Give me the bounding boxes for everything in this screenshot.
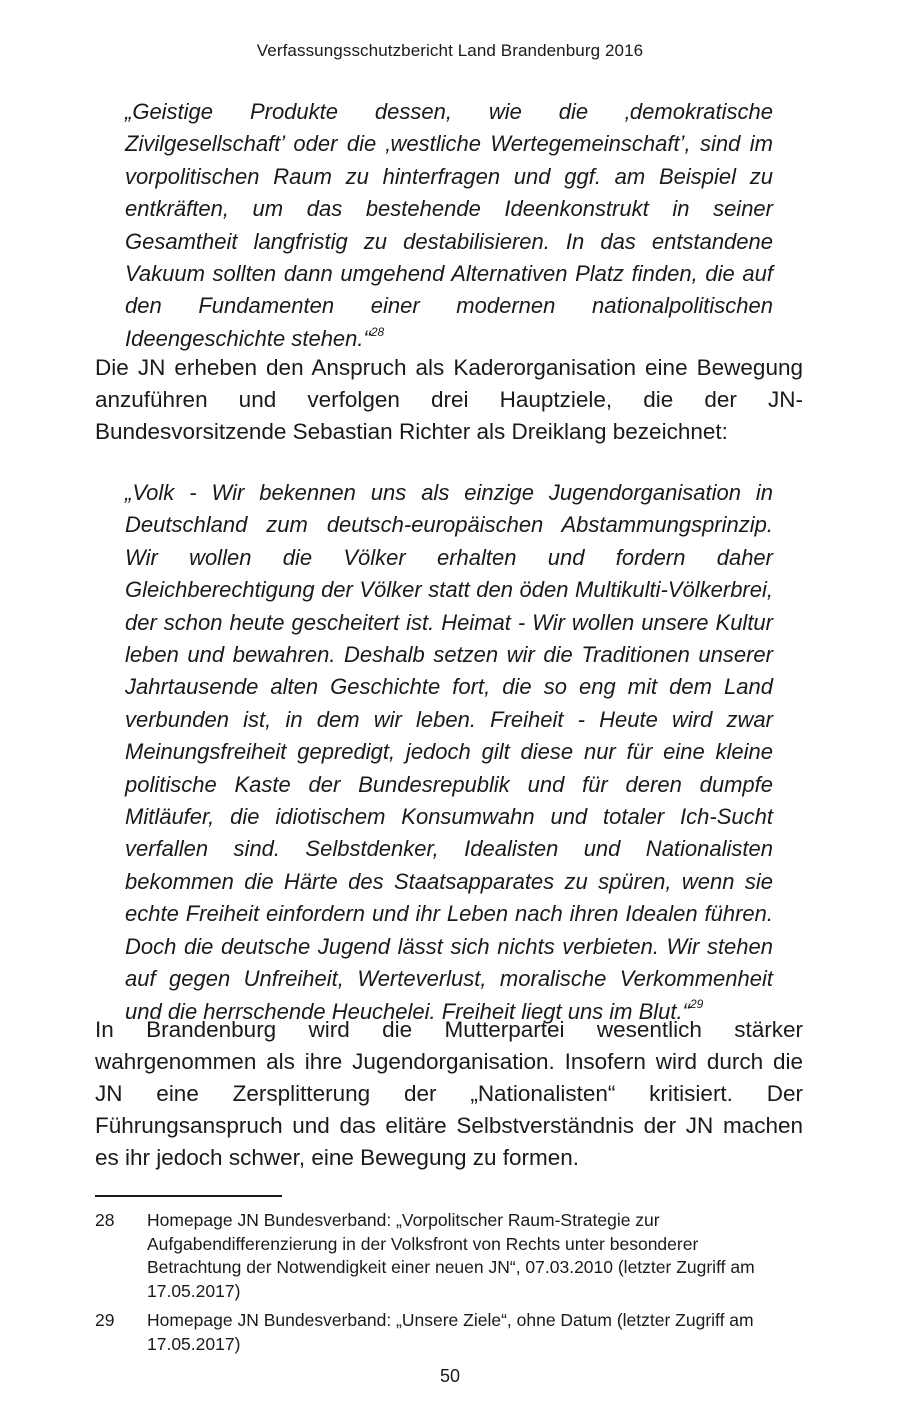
block-quote-1 xyxy=(125,96,773,355)
block-quote-2 xyxy=(125,477,773,1028)
body-paragraph-2: In Brandenburg wird die Mutterpartei wesentlich stärker wahrgenommen als ihre Jugendorganisation. Insofern wird durch die JN eine Zersplitterung der „Nationalisten“ kritisiert. Der Führungsanspruch und das elitäre Selbstverständnis der JN machen es ihr jedoch schwer, eine Bewegung zu formen. xyxy=(95,1017,803,1170)
running-header: Verfassungsschutzbericht Land Brandenburg 2016 xyxy=(256,41,644,60)
footnote-separator xyxy=(95,1195,282,1197)
footnotes xyxy=(95,1209,803,1362)
footnote-28 xyxy=(95,1209,803,1303)
block-quote-2-text: „Volk - Wir bekennen uns als einzige Jugendorganisation in Deutschland zum deutsch-europäischen Abstammungsprinzip. Wir wollen die Völker erhalten und fordern daher Gleichberechtigung der Völker statt den öden Multikulti-Völkerbrei, der schon heute gescheitert ist. Heimat - Wir wollen unsere Kultur leben und bewahren. Deshalb setzen wir die Traditionen unserer Jahrtausende alten Geschichte fort, die so eng mit dem Land verbunden ist, in dem wir leben. Freiheit - Heute wird zwar Meinungsfreiheit gepredigt, jedoch gilt diese nur für eine kleine politische Kaste der Bundesrepublik und für deren dumpfe Mitläufer, die idiotischem Konsumwahn und totaler Ich-Sucht verfallen sind. Selbstdenker, Idealisten und Nationalisten bekommen die Härte des Staatsapparates zu spüren, wenn sie echte Freiheit einfordern und ihr Leben nach ihren Idealen führen. Doch die deutsche Jugend lässt sich nichts verbieten. Wir stehen auf gegen Unfreiheit, Werteverlust, moralische Verkommenheit und die herrschende Heuchelei. Freiheit liegt uns im Blut.“ xyxy=(125,480,773,1024)
footnote-number: 28 xyxy=(95,1210,115,1230)
page-number: 50 xyxy=(439,1366,461,1386)
footnote-text: Homepage JN Bundesverband: „Unsere Ziele“, ohne Datum (letzter Zugriff am 17.05.2017) xyxy=(147,1310,754,1354)
block-quote-1-text: „Geistige Produkte dessen, wie die ‚demokratische Zivilgesellschaft’ oder die ‚westliche Wertegemeinschaft’, sind im vorpolitischen Raum zu hinterfragen und ggf. am Beispiel zu entkräften, um das bestehende Ideenkonstrukt in seiner Gesamtheit langfristig zu destabilisieren. In das entstandene Vakuum sollten dann umgehend Alternativen Platz finden, die auf den Fundamenten einer modernen nationalpolitischen Ideengeschichte stehen.“ xyxy=(125,99,773,351)
footnote-number: 29 xyxy=(95,1310,115,1330)
footnote-ref-29[interactable]: 29 xyxy=(689,997,704,1012)
footnote-29 xyxy=(95,1309,803,1356)
footnote-ref-28[interactable]: 28 xyxy=(370,324,385,339)
footnote-text: Homepage JN Bundesverband: „Vorpolitscher Raum-Strategie zur Aufgabendifferenzierung in der Volksfront von Rechts unter besonderer Betrachtung der Notwendigkeit einer neuen JN“, 07.03.2010 (letzter Zugriff am 17.05.2017) xyxy=(147,1210,755,1301)
body-paragraph-1: Die JN erheben den Anspruch als Kaderorganisation eine Bewegung anzuführen und verfolgen drei Hauptziele, die der JN-Bundesvorsitzende Sebastian Richter als Dreiklang bezeichnet: xyxy=(95,355,803,444)
